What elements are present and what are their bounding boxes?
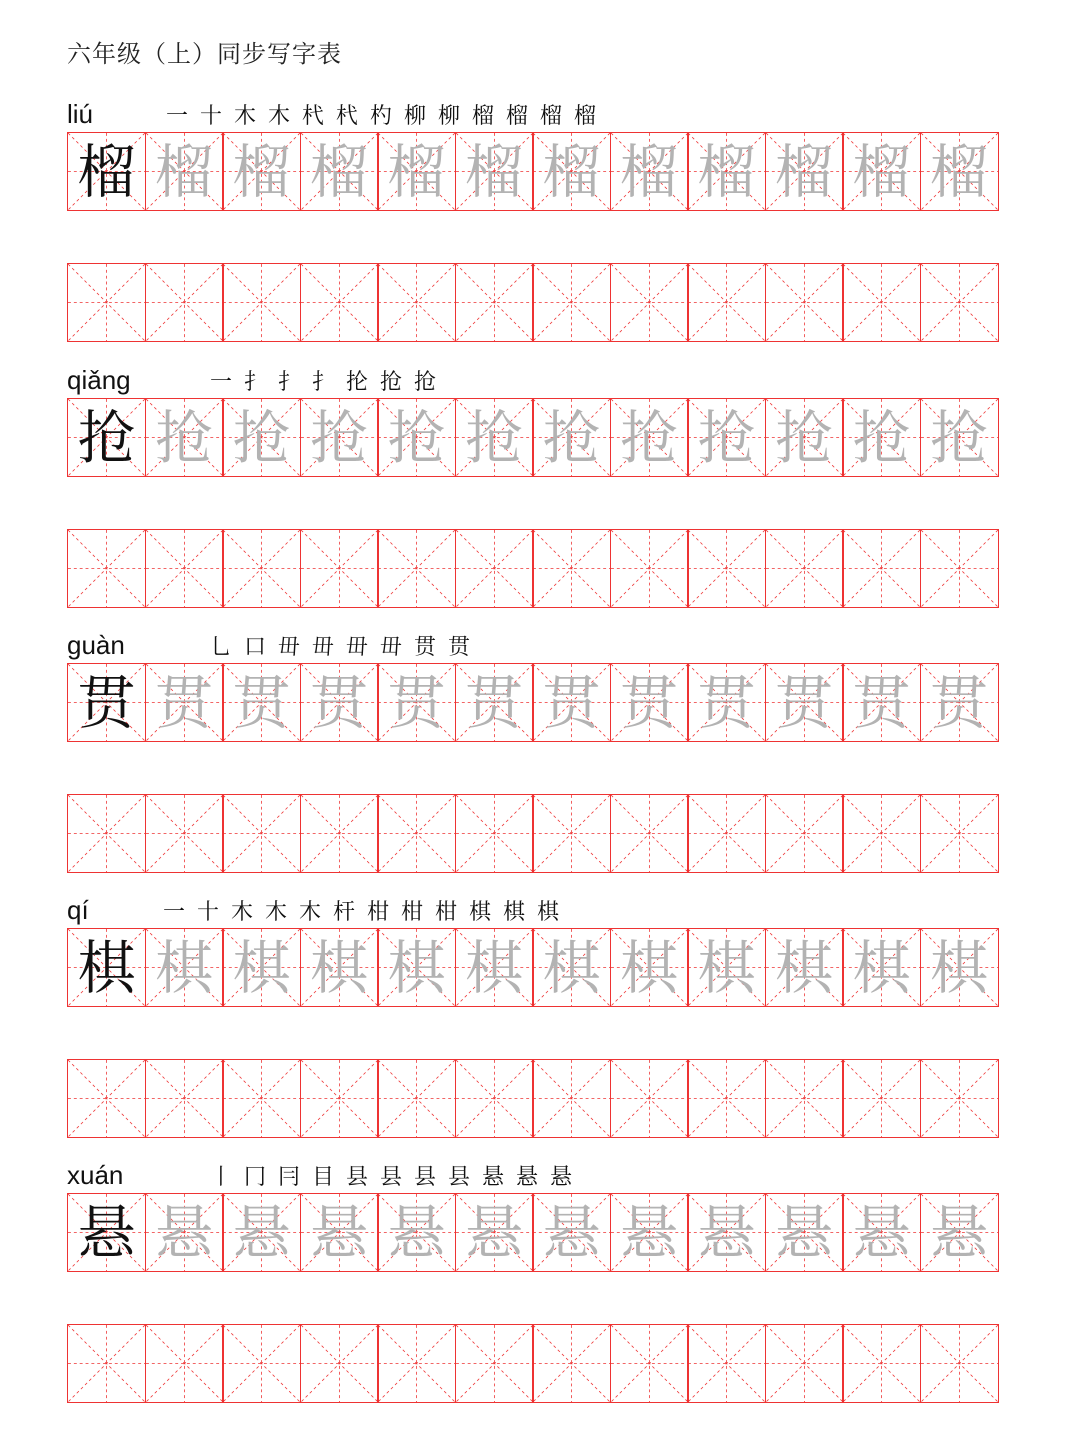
stroke-step: 榴 (505, 104, 528, 129)
stroke-step: 县 (379, 1165, 402, 1190)
trace-row (67, 132, 1015, 211)
trace-character: 抢 (154, 403, 213, 472)
pinyin-label: liú (67, 99, 94, 129)
stroke-step: 柑 (366, 900, 389, 925)
blank-practice-row (67, 1324, 1015, 1403)
stroke-step: 榴 (539, 104, 562, 129)
trace-cell[interactable] (532, 1193, 611, 1272)
trace-cell[interactable] (610, 398, 689, 477)
blank-cell[interactable] (765, 1324, 844, 1403)
trace-character: 贯 (697, 668, 756, 737)
trace-character: 贯 (619, 668, 678, 737)
trace-cell[interactable] (377, 398, 456, 477)
trace-cell[interactable] (920, 398, 999, 477)
trace-cell[interactable] (300, 1193, 379, 1272)
stroke-order (161, 895, 561, 926)
character-block (67, 623, 1015, 873)
blank-cell[interactable] (920, 529, 999, 608)
stroke-step: 柑 (400, 900, 423, 925)
trace-cell[interactable] (455, 1193, 534, 1272)
stroke-step: 丨 (209, 1165, 232, 1190)
stroke-step: 木 (230, 900, 253, 925)
stroke-step: 毌 (345, 635, 368, 660)
trace-character: 悬 (154, 1198, 213, 1267)
stroke-step: 榴 (573, 104, 596, 129)
trace-character: 贯 (154, 668, 213, 737)
trace-character: 悬 (774, 1198, 833, 1267)
character-header (67, 358, 1015, 398)
page-title: 六年级（上）同步写字表 (67, 40, 342, 68)
blank-cell[interactable] (377, 263, 456, 342)
blank-cell[interactable] (300, 794, 379, 873)
pinyin-label: guàn (67, 630, 125, 660)
blank-cell[interactable] (610, 263, 689, 342)
blank-cell[interactable] (610, 1059, 689, 1138)
trace-character: 悬 (852, 1198, 911, 1267)
stroke-step: 贯 (413, 635, 436, 660)
trace-character: 抢 (852, 403, 911, 472)
trace-character: 抢 (464, 403, 523, 472)
trace-character: 悬 (542, 1198, 601, 1267)
blank-cell[interactable] (765, 794, 844, 873)
trace-character: 贯 (852, 668, 911, 737)
trace-character: 榴 (929, 137, 988, 206)
trace-cell[interactable] (920, 663, 999, 742)
trace-cell[interactable] (145, 398, 224, 477)
blank-cell[interactable] (687, 263, 766, 342)
trace-character: 悬 (619, 1198, 678, 1267)
trace-cell[interactable] (532, 132, 611, 211)
row-gap (67, 742, 1015, 794)
trace-cell[interactable] (842, 132, 921, 211)
blank-cell[interactable] (842, 1059, 921, 1138)
trace-character: 榴 (387, 137, 446, 206)
stroke-step: 杙 (301, 104, 324, 129)
stroke-step: 毌 (311, 635, 334, 660)
stroke-step: 口 (243, 635, 266, 660)
stroke-step: 十 (196, 900, 219, 925)
blank-cell[interactable] (455, 529, 534, 608)
trace-cell[interactable] (455, 928, 534, 1007)
trace-cell[interactable] (145, 663, 224, 742)
stroke-step: 木 (233, 104, 256, 129)
blank-cell[interactable] (532, 263, 611, 342)
character-block (67, 888, 1015, 1138)
blank-cell[interactable] (765, 529, 844, 608)
trace-cell[interactable] (610, 928, 689, 1007)
model-character: 贯 (77, 668, 136, 737)
stroke-step: 扌 (243, 370, 266, 395)
trace-cell[interactable] (920, 132, 999, 211)
blank-cell[interactable] (687, 1324, 766, 1403)
trace-character: 棋 (542, 933, 601, 1002)
trace-cell[interactable] (455, 132, 534, 211)
character-header (67, 92, 1015, 132)
trace-character: 抢 (309, 403, 368, 472)
trace-character: 贯 (464, 668, 523, 737)
model-character: 悬 (77, 1198, 136, 1267)
character-block (67, 1153, 1015, 1403)
trace-cell[interactable] (145, 1193, 224, 1272)
blank-cell[interactable] (687, 529, 766, 608)
blank-cell[interactable] (532, 1324, 611, 1403)
trace-cell[interactable] (300, 663, 379, 742)
trace-character: 榴 (464, 137, 523, 206)
blank-cell[interactable] (532, 1059, 611, 1138)
blank-practice-row (67, 263, 1015, 342)
blank-cell[interactable] (67, 529, 146, 608)
stroke-step: 贯 (447, 635, 470, 660)
blank-cell[interactable] (300, 1324, 379, 1403)
trace-cell[interactable] (532, 928, 611, 1007)
row-gap (67, 1007, 1015, 1059)
character-block (67, 92, 1015, 342)
trace-character: 榴 (542, 137, 601, 206)
trace-cell[interactable] (687, 398, 766, 477)
blank-cell[interactable] (222, 794, 301, 873)
model-character: 棋 (77, 933, 136, 1002)
stroke-step: 棋 (468, 900, 491, 925)
blank-cell[interactable] (842, 529, 921, 608)
trace-character: 棋 (852, 933, 911, 1002)
trace-character: 榴 (619, 137, 678, 206)
blank-cell[interactable] (67, 263, 146, 342)
blank-practice-row (67, 794, 1015, 873)
trace-character: 抢 (619, 403, 678, 472)
trace-cell[interactable] (842, 398, 921, 477)
trace-character: 榴 (154, 137, 213, 206)
trace-character: 棋 (309, 933, 368, 1002)
trace-cell[interactable] (222, 398, 301, 477)
stroke-step: 榴 (471, 104, 494, 129)
blank-cell[interactable] (532, 794, 611, 873)
blank-cell[interactable] (455, 1324, 534, 1403)
model-cell (67, 398, 146, 477)
stroke-step: 县 (345, 1165, 368, 1190)
blank-cell[interactable] (920, 263, 999, 342)
trace-character: 悬 (387, 1198, 446, 1267)
blank-cell[interactable] (145, 529, 224, 608)
trace-character: 棋 (929, 933, 988, 1002)
trace-row (67, 398, 1015, 477)
trace-character: 榴 (232, 137, 291, 206)
blank-cell[interactable] (67, 1059, 146, 1138)
trace-cell[interactable] (377, 663, 456, 742)
trace-cell[interactable] (920, 1193, 999, 1272)
trace-cell[interactable] (222, 132, 301, 211)
stroke-step: 一 (209, 370, 232, 395)
trace-character: 棋 (697, 933, 756, 1002)
trace-cell[interactable] (377, 132, 456, 211)
stroke-step: 县 (413, 1165, 436, 1190)
stroke-step: 棋 (502, 900, 525, 925)
trace-cell[interactable] (377, 928, 456, 1007)
trace-cell[interactable] (532, 398, 611, 477)
trace-character: 贯 (232, 668, 291, 737)
character-header (67, 623, 1015, 663)
blank-cell[interactable] (842, 263, 921, 342)
stroke-step: 木 (298, 900, 321, 925)
trace-cell[interactable] (842, 928, 921, 1007)
stroke-step: 目 (311, 1165, 334, 1190)
blank-cell[interactable] (145, 263, 224, 342)
stroke-step: 扌 (311, 370, 334, 395)
trace-character: 悬 (309, 1198, 368, 1267)
stroke-step: 一 (165, 104, 188, 129)
trace-cell[interactable] (765, 398, 844, 477)
stroke-step: 十 (199, 104, 222, 129)
blank-cell[interactable] (300, 1059, 379, 1138)
stroke-step: 木 (264, 900, 287, 925)
stroke-step: 柳 (437, 104, 460, 129)
trace-cell[interactable] (145, 928, 224, 1007)
trace-character: 抢 (387, 403, 446, 472)
row-gap (67, 477, 1015, 529)
trace-cell[interactable] (687, 1193, 766, 1272)
pinyin-label: qí (67, 895, 89, 925)
trace-character: 棋 (154, 933, 213, 1002)
blank-cell[interactable] (610, 1324, 689, 1403)
trace-character: 抢 (774, 403, 833, 472)
blank-cell[interactable] (377, 529, 456, 608)
trace-cell[interactable] (300, 132, 379, 211)
trace-cell[interactable] (842, 1193, 921, 1272)
trace-cell[interactable] (300, 928, 379, 1007)
stroke-step: 扌 (277, 370, 300, 395)
trace-cell[interactable] (687, 663, 766, 742)
stroke-step: 悬 (481, 1165, 504, 1190)
blank-cell[interactable] (765, 1059, 844, 1138)
model-character: 榴 (77, 137, 136, 206)
stroke-step: 柳 (403, 104, 426, 129)
trace-character: 贯 (387, 668, 446, 737)
blank-cell[interactable] (842, 794, 921, 873)
character-block (67, 358, 1015, 608)
blank-cell[interactable] (222, 263, 301, 342)
trace-row (67, 928, 1015, 1007)
stroke-order (164, 99, 598, 130)
blank-cell[interactable] (765, 263, 844, 342)
trace-cell[interactable] (222, 663, 301, 742)
blank-cell[interactable] (300, 529, 379, 608)
blank-cell[interactable] (377, 1324, 456, 1403)
stroke-step: 冂 (243, 1165, 266, 1190)
stroke-step: 冃 (277, 1165, 300, 1190)
blank-cell[interactable] (687, 1059, 766, 1138)
trace-row (67, 663, 1015, 742)
trace-character: 贯 (542, 668, 601, 737)
trace-character: 抢 (697, 403, 756, 472)
pinyin-label: xuán (67, 1160, 124, 1190)
row-gap (67, 211, 1015, 263)
trace-character: 贯 (774, 668, 833, 737)
stroke-step: 木 (267, 104, 290, 129)
trace-character: 贯 (309, 668, 368, 737)
stroke-step: 抢 (413, 370, 436, 395)
blank-practice-row (67, 529, 1015, 608)
trace-character: 榴 (697, 137, 756, 206)
trace-cell[interactable] (610, 132, 689, 211)
character-header (67, 1153, 1015, 1193)
stroke-step: 杙 (335, 104, 358, 129)
stroke-step: 抡 (345, 370, 368, 395)
trace-cell[interactable] (687, 928, 766, 1007)
trace-cell[interactable] (610, 663, 689, 742)
stroke-step: 毌 (379, 635, 402, 660)
trace-character: 榴 (774, 137, 833, 206)
blank-cell[interactable] (920, 1059, 999, 1138)
blank-cell[interactable] (610, 794, 689, 873)
trace-cell[interactable] (610, 1193, 689, 1272)
blank-cell[interactable] (610, 529, 689, 608)
blank-cell[interactable] (455, 794, 534, 873)
trace-cell[interactable] (765, 663, 844, 742)
blank-cell[interactable] (67, 794, 146, 873)
trace-cell[interactable] (222, 1193, 301, 1272)
trace-character: 棋 (619, 933, 678, 1002)
blank-cell[interactable] (920, 1324, 999, 1403)
stroke-step: 杓 (369, 104, 392, 129)
blank-cell[interactable] (842, 1324, 921, 1403)
trace-cell[interactable] (455, 398, 534, 477)
model-cell (67, 663, 146, 742)
blank-cell[interactable] (920, 794, 999, 873)
blank-cell[interactable] (67, 1324, 146, 1403)
trace-cell[interactable] (765, 1193, 844, 1272)
stroke-step: 毌 (277, 635, 300, 660)
stroke-order (208, 630, 472, 661)
trace-character: 抢 (929, 403, 988, 472)
blank-cell[interactable] (377, 794, 456, 873)
trace-cell[interactable] (455, 663, 534, 742)
trace-cell[interactable] (687, 132, 766, 211)
blank-cell[interactable] (455, 1059, 534, 1138)
trace-cell[interactable] (222, 928, 301, 1007)
stroke-step: 一 (162, 900, 185, 925)
trace-character: 悬 (464, 1198, 523, 1267)
trace-character: 棋 (232, 933, 291, 1002)
blank-cell[interactable] (455, 263, 534, 342)
trace-character: 悬 (929, 1198, 988, 1267)
blank-cell[interactable] (145, 1059, 224, 1138)
pinyin-label: qiǎng (67, 365, 131, 395)
stroke-step: 县 (447, 1165, 470, 1190)
stroke-step: 柑 (434, 900, 457, 925)
trace-character: 抢 (542, 403, 601, 472)
model-character: 抢 (77, 403, 136, 472)
trace-cell[interactable] (842, 663, 921, 742)
trace-cell[interactable] (765, 132, 844, 211)
trace-character: 悬 (232, 1198, 291, 1267)
blank-cell[interactable] (222, 529, 301, 608)
blank-cell[interactable] (145, 1324, 224, 1403)
trace-cell[interactable] (145, 132, 224, 211)
blank-cell[interactable] (532, 529, 611, 608)
model-cell (67, 928, 146, 1007)
stroke-order (208, 365, 438, 396)
blank-cell[interactable] (222, 1059, 301, 1138)
trace-character: 榴 (852, 137, 911, 206)
stroke-step: 抢 (379, 370, 402, 395)
blank-cell[interactable] (300, 263, 379, 342)
stroke-step: 棋 (536, 900, 559, 925)
trace-character: 抢 (232, 403, 291, 472)
trace-cell[interactable] (300, 398, 379, 477)
stroke-step: 杆 (332, 900, 355, 925)
character-header (67, 888, 1015, 928)
stroke-step: 乚 (209, 635, 232, 660)
stroke-order (208, 1160, 574, 1191)
trace-character: 榴 (309, 137, 368, 206)
blank-practice-row (67, 1059, 1015, 1138)
trace-cell[interactable] (532, 663, 611, 742)
trace-character: 棋 (774, 933, 833, 1002)
stroke-step: 悬 (549, 1165, 572, 1190)
blank-cell[interactable] (222, 1324, 301, 1403)
row-gap (67, 1272, 1015, 1324)
trace-character: 棋 (464, 933, 523, 1002)
model-cell (67, 132, 146, 211)
trace-row (67, 1193, 1015, 1272)
blank-cell[interactable] (377, 1059, 456, 1138)
stroke-step: 悬 (515, 1165, 538, 1190)
trace-character: 贯 (929, 668, 988, 737)
blank-cell[interactable] (687, 794, 766, 873)
trace-character: 棋 (387, 933, 446, 1002)
trace-cell[interactable] (377, 1193, 456, 1272)
trace-cell[interactable] (920, 928, 999, 1007)
trace-cell[interactable] (765, 928, 844, 1007)
blank-cell[interactable] (145, 794, 224, 873)
model-cell (67, 1193, 146, 1272)
trace-character: 悬 (697, 1198, 756, 1267)
